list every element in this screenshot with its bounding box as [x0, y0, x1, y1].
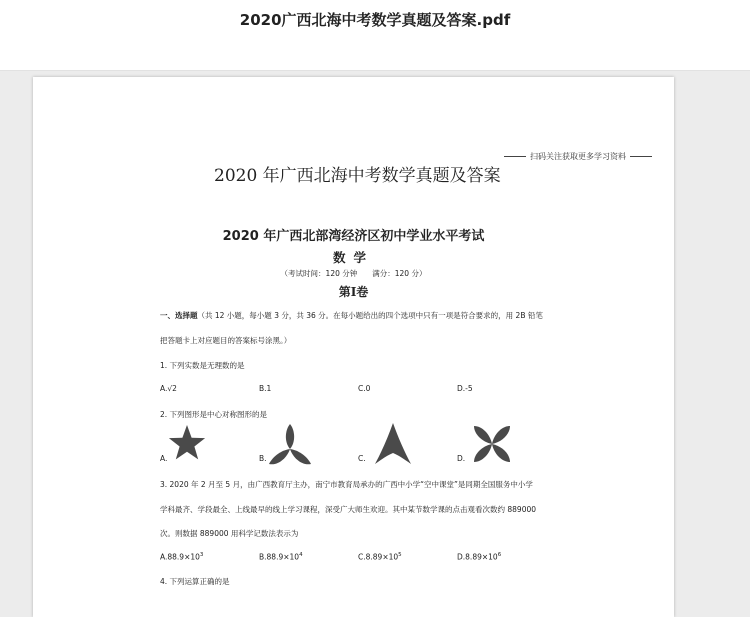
file-title: 2020广西北海中考数学真题及答案.pdf [239, 11, 511, 29]
q1-stem: 1. 下列实数是无理数的是 [160, 361, 245, 370]
part-title: 第Ⅰ卷 [338, 285, 369, 299]
arrowhead-icon [373, 422, 413, 466]
viewer-header [0, 0, 750, 71]
section1-heading: 一、选择题 [160, 311, 198, 320]
q3-line2: 学科最齐、学段最全、上线最早的线上学习课程，深受广大师生欢迎。其中某节数学课的点击观看次数约 889000 [160, 505, 537, 514]
q3-option-c-exponent: 5 [398, 552, 402, 558]
q3-option-b [259, 552, 303, 562]
q3-line1: 3. 2020 年 2 月至 5 月，由广西教育厅主办，南宁市教育局承办的广西中小学“空中课堂”是同期全国服务中小学 [160, 480, 533, 489]
four-petal-flower-icon [470, 422, 514, 466]
q3-option-d-exponent: 6 [497, 552, 502, 558]
q2-stem: 2. 下列图形是中心对称图形的是 [160, 410, 268, 419]
q1-option-a: A.√2 [160, 384, 177, 393]
q1-option-d: D.-5 [457, 384, 473, 393]
document-title: 2020 年广西北海中考数学真题及答案 [214, 166, 501, 186]
q1-option-b: B.1 [259, 384, 272, 393]
q4-stem: 4. 下列运算正确的是 [160, 577, 230, 586]
q3-option-c-mantissa: C.8.89×10 [358, 552, 399, 562]
q1-option-c: C.0 [358, 384, 371, 393]
section1-line1 [160, 310, 543, 321]
subject-title: 数学 [332, 250, 374, 265]
promo-line [500, 151, 656, 162]
q3-option-c [358, 552, 402, 562]
q2-label-d: D. [457, 454, 466, 463]
q3-option-b-mantissa: B.88.9×10 [259, 552, 300, 562]
pdf-page [33, 77, 674, 617]
q3-option-b-exponent: 4 [299, 552, 303, 558]
q3-option-a [160, 552, 203, 562]
section1-text2: 把答题卡上对应题目的答案标号涂黑。） [160, 336, 292, 345]
q3-option-a-mantissa: A.88.9×10 [160, 552, 200, 562]
q3-line3: 次。则数据 889000 用科学记数法表示为 [160, 529, 299, 538]
five-point-star-icon [167, 424, 207, 464]
promo-text: 扫码关注获取更多学习资料 [530, 152, 626, 161]
q3-option-d-mantissa: D.8.89×10 [457, 552, 498, 562]
q3-option-a-exponent: 3 [199, 552, 204, 558]
three-leaf-propeller-icon [265, 422, 315, 468]
q2-label-a: A. [160, 454, 168, 463]
exam-title: 2020 年广西北部湾经济区初中学业水平考试 [222, 229, 485, 244]
q2-label-b: B. [259, 454, 267, 463]
exam-info: （考试时间：120 分钟 满分：120 分） [280, 269, 427, 278]
section1-text1: （共 12 小题，每小题 3 分，共 36 分。在每小题给出的四个选项中只有一项是符合要求的，用 2B 铅笔 [197, 311, 543, 320]
q2-label-c: C. [358, 454, 366, 463]
q3-option-d [457, 552, 501, 562]
